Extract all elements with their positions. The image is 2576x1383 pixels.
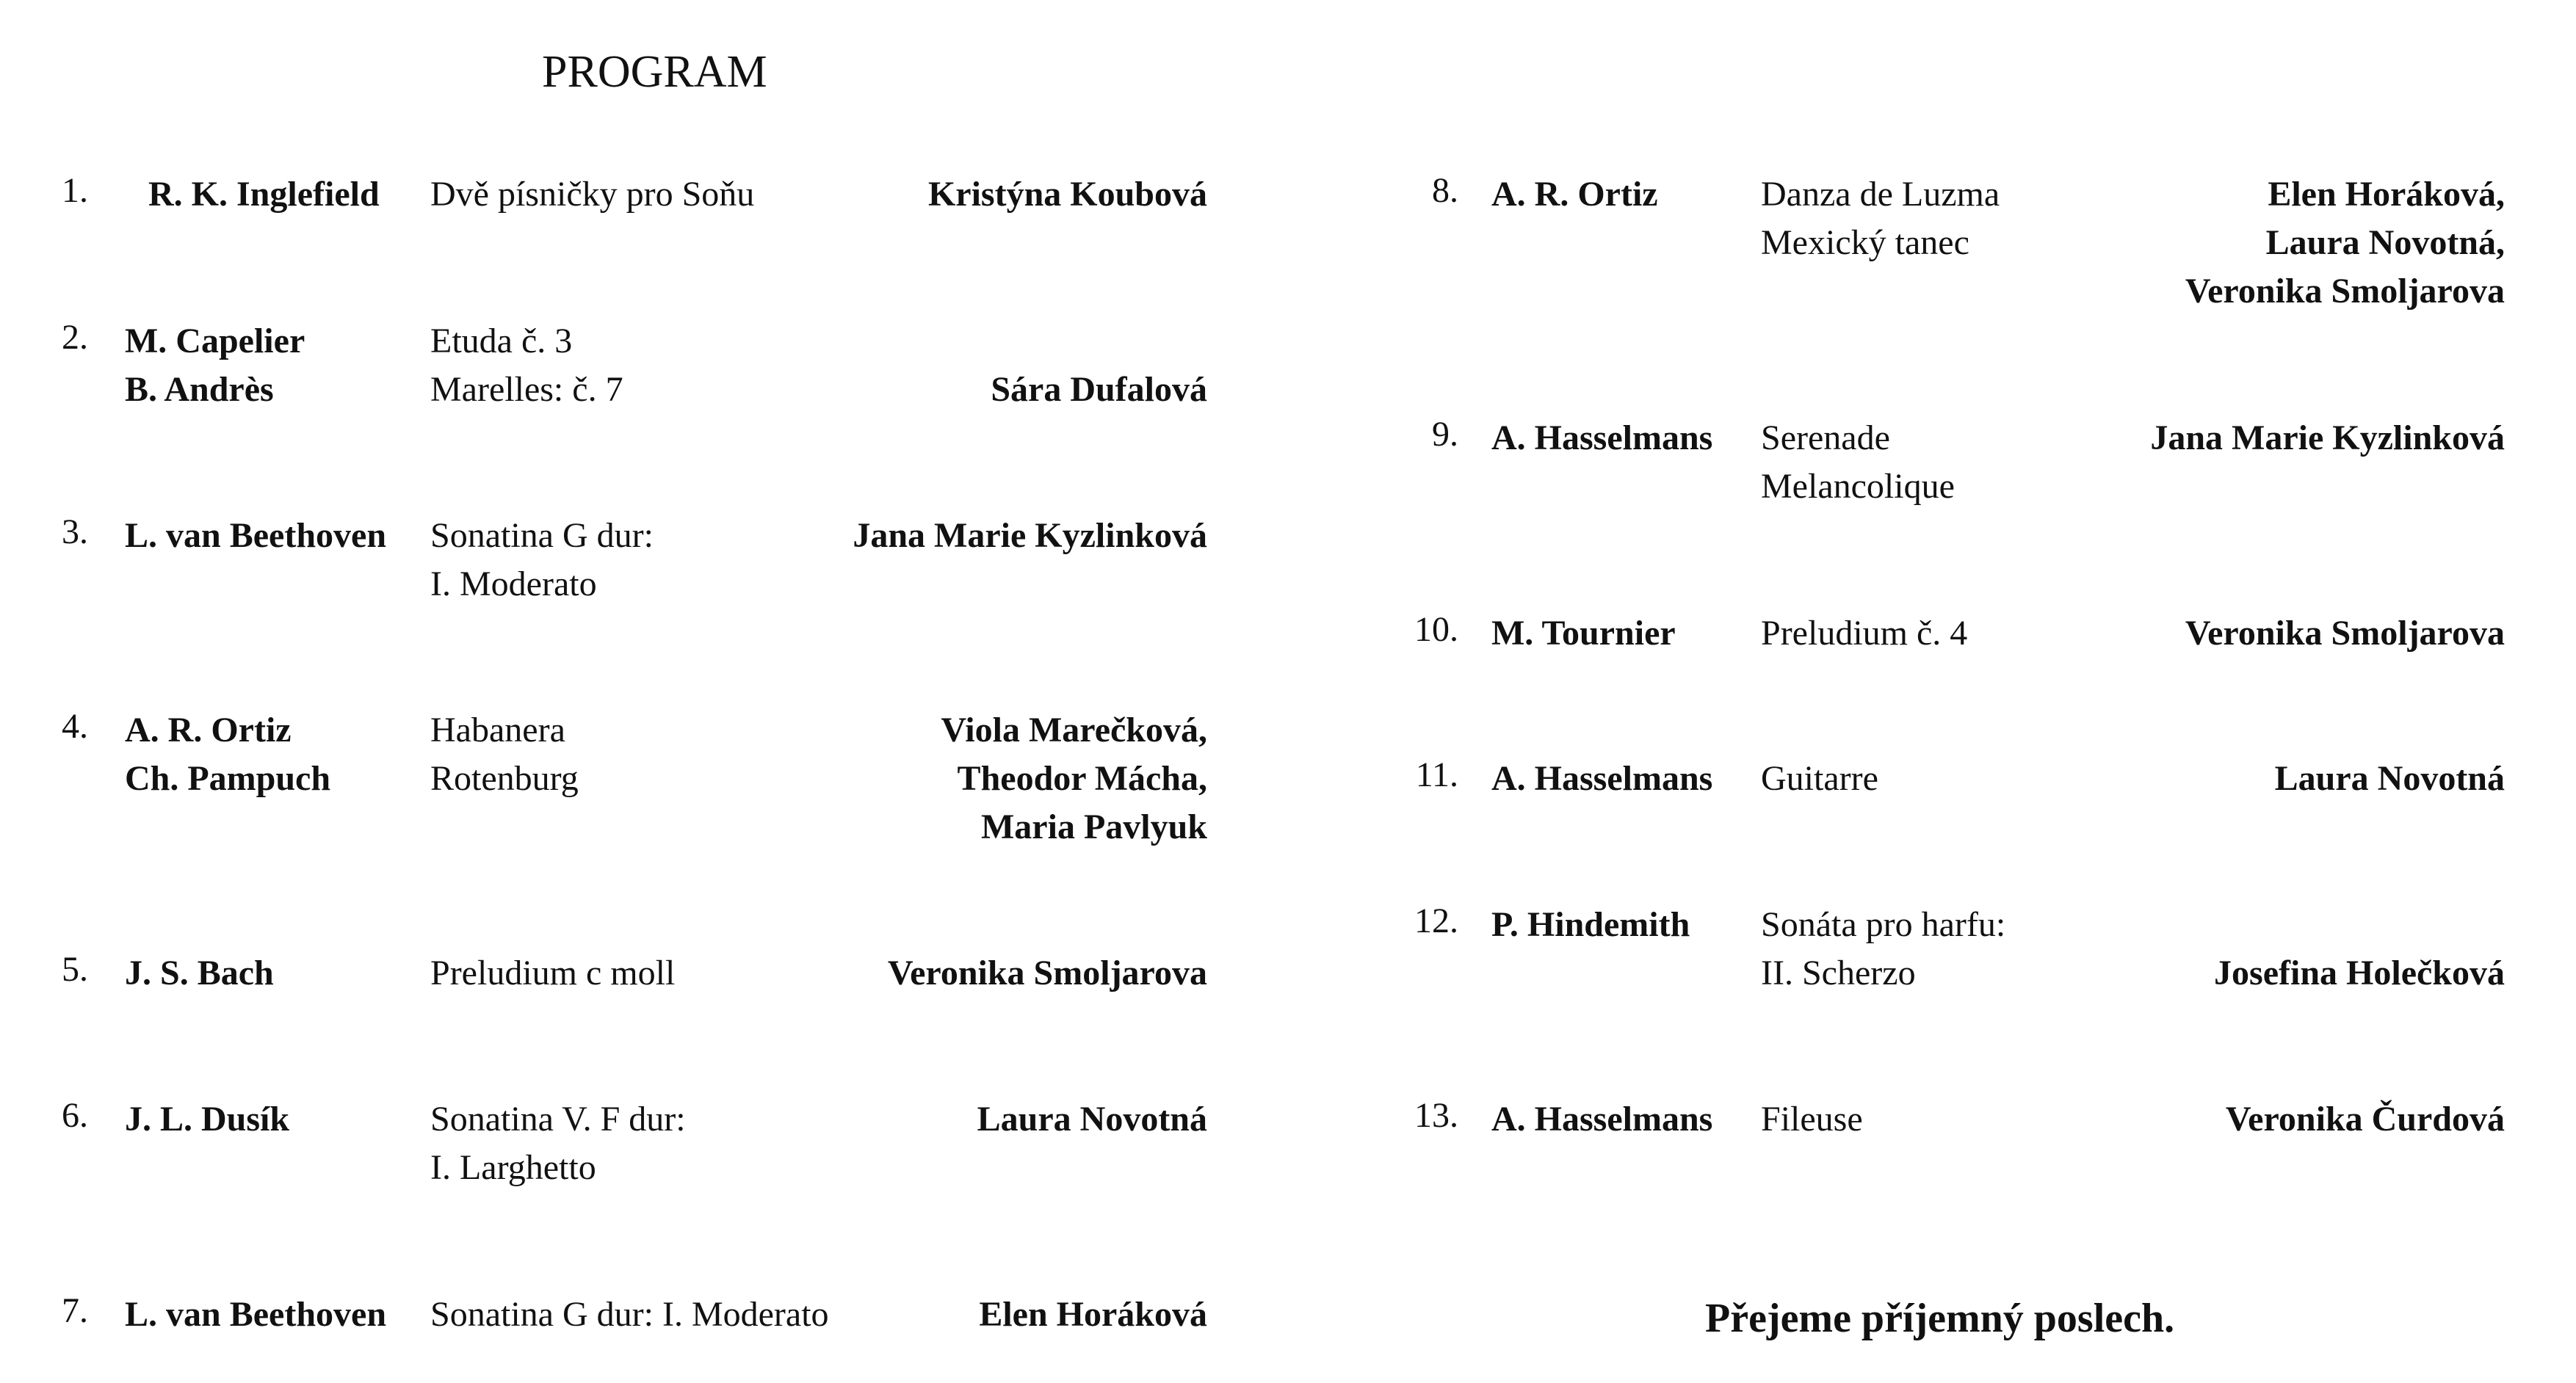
composer: M. Tournier <box>1491 614 1676 653</box>
item-number: 10. <box>1414 610 1458 649</box>
performer: Laura Novotná <box>2274 759 2505 798</box>
piece-title: Guitarre <box>1761 759 1878 798</box>
piece-title: Preludium č. 4 <box>1761 614 1968 653</box>
piece-title: Etuda č. 3 Marelles: č. 7 <box>430 322 623 409</box>
closing-message: Přejeme příjemný poslech. <box>1705 1296 2175 1341</box>
item-number: 12. <box>1414 901 1458 940</box>
composer: A. R. Ortiz <box>1491 175 1658 214</box>
item-number: 13. <box>1414 1096 1458 1135</box>
composer: A. Hasselmans <box>1491 418 1713 457</box>
performer: Laura Novotná <box>977 1100 1207 1139</box>
piece-title: Habanera Rotenburg <box>430 711 579 798</box>
piece-title: Sonatina G dur: I. Moderato <box>430 516 654 603</box>
composer: A. Hasselmans <box>1491 1100 1713 1139</box>
performer: Veronika Smoljarova <box>887 954 1207 992</box>
composer: L. van Beethoven <box>125 1295 387 1334</box>
item-number: 7. <box>62 1291 88 1330</box>
piece-title: Sonáta pro harfu: II. Scherzo <box>1761 905 2006 992</box>
item-number: 11. <box>1415 755 1458 794</box>
performer: Sára Dufalová <box>991 370 1207 409</box>
piece-title: Serenade Melancolique <box>1761 418 1955 506</box>
item-number: 9. <box>1432 415 1458 454</box>
item-number: 3. <box>62 512 88 551</box>
piece-title: Sonatina V. F dur: I. Larghetto <box>430 1100 686 1187</box>
piece-title: Dvě písničky pro Soňu <box>430 175 755 214</box>
item-number: 2. <box>62 318 88 357</box>
item-number: 4. <box>62 707 88 746</box>
performer: Elen Horáková <box>979 1295 1207 1334</box>
piece-title: Danza de Luzma Mexický tanec <box>1761 175 2000 262</box>
performer: Veronika Čurdová <box>2225 1100 2505 1139</box>
composer: M. Capelier B. Andrès <box>125 322 305 409</box>
composer: J. L. Dusík <box>125 1100 290 1139</box>
composer: A. R. Ortiz Ch. Pampuch <box>125 711 331 798</box>
composer: A. Hasselmans <box>1491 759 1713 798</box>
item-number: 1. <box>62 171 88 210</box>
piece-title: Preludium c moll <box>430 954 676 992</box>
performer: Josefina Holečková <box>2214 954 2505 992</box>
item-number: 8. <box>1432 171 1458 210</box>
composer: R. K. Inglefield <box>148 175 380 214</box>
program-title: PROGRAM <box>542 47 767 97</box>
performer: Viola Marečková, Theodor Mácha, Maria Pavlyuk <box>941 711 1207 846</box>
composer: L. van Beethoven <box>125 516 387 555</box>
performer: Elen Horáková, Laura Novotná, Veronika Smoljarova <box>2185 175 2505 311</box>
performer: Jana Marie Kyzlinková <box>2150 418 2505 457</box>
performer: Veronika Smoljarova <box>2185 614 2505 653</box>
performer: Kristýna Koubová <box>927 175 1207 214</box>
piece-title: Fileuse <box>1761 1100 1863 1139</box>
composer: J. S. Bach <box>125 954 274 992</box>
composer: P. Hindemith <box>1491 905 1690 944</box>
item-number: 6. <box>62 1096 88 1135</box>
piece-title: Sonatina G dur: I. Moderato <box>430 1295 829 1334</box>
performer: Jana Marie Kyzlinková <box>853 516 1207 555</box>
item-number: 5. <box>62 950 88 989</box>
